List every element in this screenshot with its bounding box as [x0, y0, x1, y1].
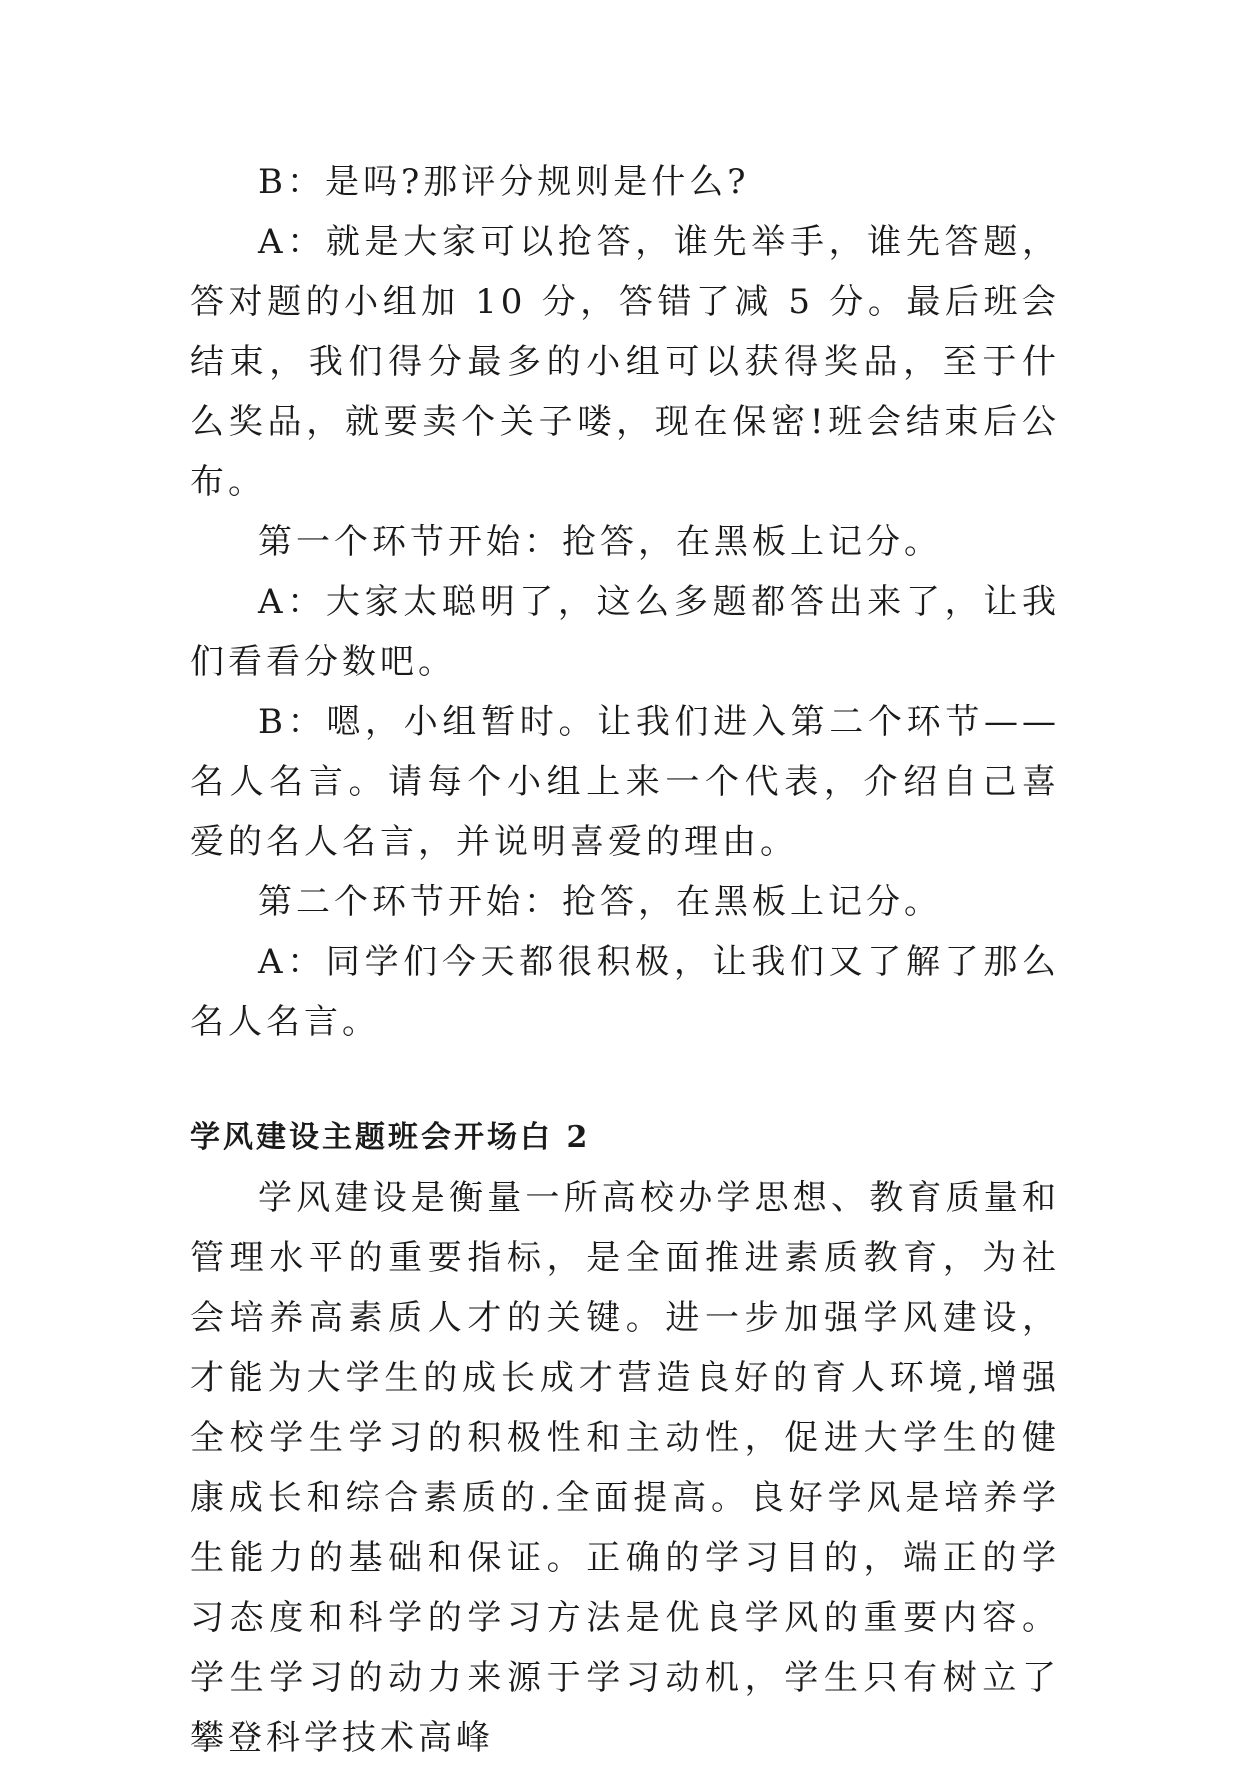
section-spacer [190, 1052, 1060, 1108]
dialogue-line-a-rules: A：就是大家可以抢答，谁先举手，谁先答题，答对题的小组加 10 分，答错了减 5 分。最后班会结束，我们得分最多的小组可以获得奖品，至于什么奖品，就要卖个关子喽，现在保密!班会结束后公布。 [190, 222, 1060, 502]
stage-note-round-one: 第一个环节开始：抢答，在黑板上记分。 [258, 522, 942, 562]
dialogue-line-b-round-two: B：嗯，小组暂时。让我们进入第二个环节——名人名言。请每个小组上来一个代表，介绍自己喜爱的名人名言，并说明喜爱的理由。 [190, 702, 1060, 862]
document-page [190, 152, 1060, 1768]
dialogue-line-b-question: B：是吗?那评分规则是什么? [258, 162, 750, 202]
dialogue-line-a-scores: A：大家太聪明了，这么多题都答出来了，让我们看看分数吧。 [190, 582, 1060, 682]
body-paragraph: 学风建设是衡量一所高校办学思想、教育质量和管理水平的重要指标，是全面推进素质教育，为社会培养高素质人才的关键。进一步加强学风建设，才能为大学生的成长成才营造良好的育人环境,增强全校学生学习的积极性和主动性，促进大学生的健康成长和综合素质的.全面提高。良好学风是培养学生能力的基础和保证。正确的学习目的，端正的学习态度和科学的学习方法是优良学风的重要内容。学生学习的动力来源于学习动机，学生只有树立了攀登科学技术高峰 [190, 1178, 1060, 1758]
stage-note-round-two: 第二个环节开始：抢答，在黑板上记分。 [258, 882, 942, 922]
dialogue-line-a-closing: A：同学们今天都很积极，让我们又了解了那么名人名言。 [190, 942, 1060, 1042]
section-heading: 学风建设主题班会开场白 2 [190, 1120, 591, 1155]
